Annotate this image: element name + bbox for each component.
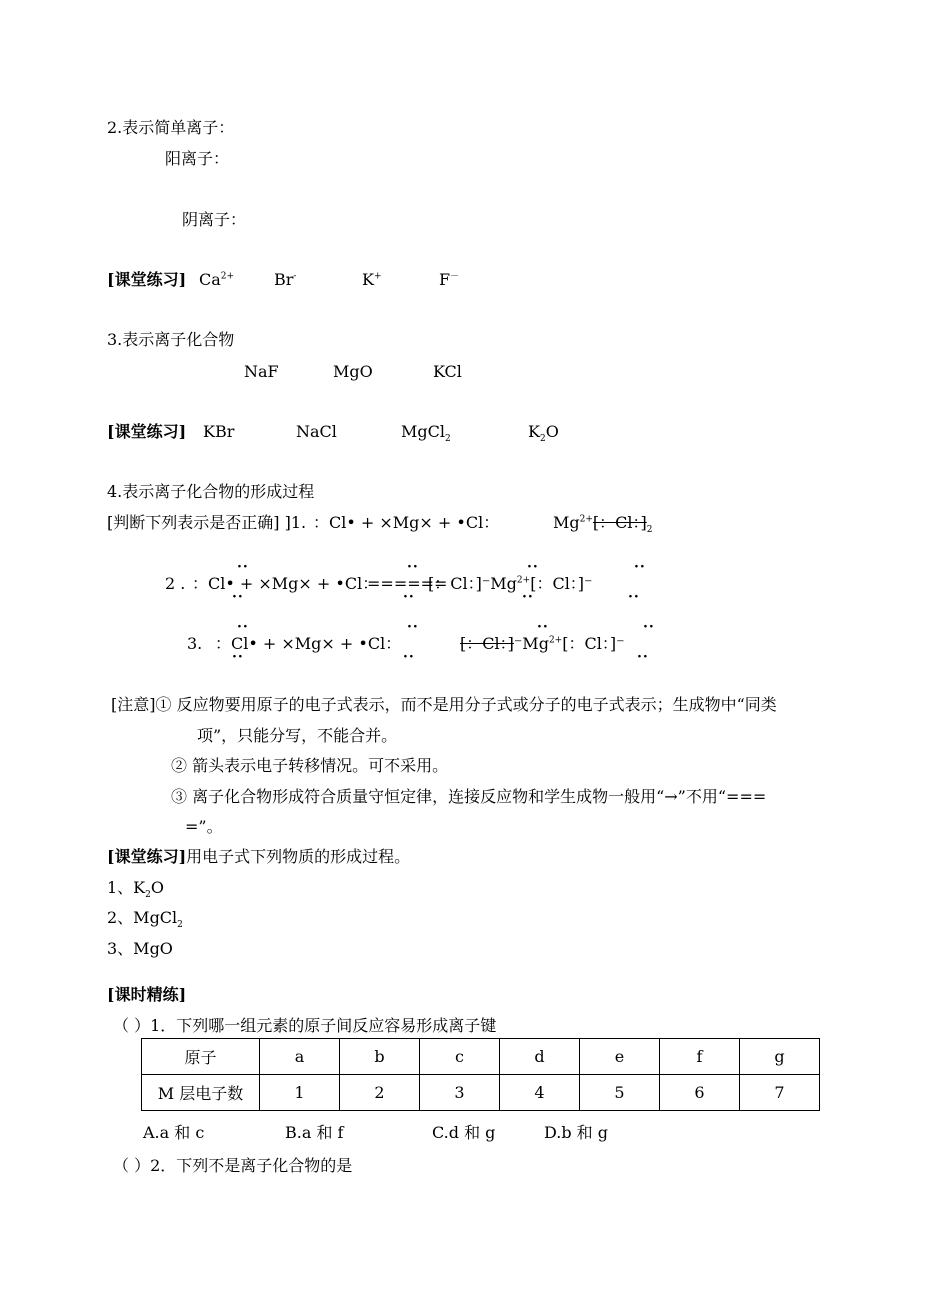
compound-kcl: KCl [433, 362, 462, 381]
electron-dots: ·· [628, 589, 640, 605]
eq3-label: 3. [187, 634, 203, 653]
eq2-label: 2 . [165, 574, 186, 593]
electron-dots: ·· [232, 649, 244, 665]
electron-dots: ·· [232, 589, 244, 605]
electron-dots: ·· [637, 649, 649, 665]
electron-dots: ·· [237, 619, 249, 635]
eq3-lhs: ：Cl• + ×Mg× + •Cl： [215, 634, 402, 653]
eq2-rhs: [：Cl：]$^-Mg^{2+}$[：Cl：]⁻ [428, 574, 593, 593]
practice3: [课堂练习]用电子式下列物质的形成过程。 [107, 847, 411, 866]
table-cell: 6 [660, 1075, 740, 1111]
electron-dots: ·· [537, 619, 549, 635]
practice2-label: [课堂练习] [107, 422, 187, 441]
ion-ca: $Ca^{2+}$ [199, 270, 235, 289]
section4-title: 4.表示离子化合物的形成过程 [107, 482, 315, 501]
table-cell: e [580, 1039, 660, 1075]
eq1-rhs: $Mg^{2+}$[：Cl：]$_2$ [553, 513, 653, 536]
note-1a: [注意]① 反应物要用原子的电子式表示，而不是用分子式或分子的电子式表示；生成物中“同类 [111, 695, 777, 714]
compound-nacl: NaCl [296, 422, 337, 441]
electron-dots: ·· [643, 619, 655, 635]
table-cell: M 层电子数 [142, 1075, 260, 1111]
table-cell: 4 [500, 1075, 580, 1111]
exercise-label: [课时精练] [107, 985, 187, 1004]
anion-label: 阴离子： [182, 210, 247, 229]
judge-label: [判断下列表示是否正确] ]1. [107, 513, 307, 532]
table-cell: 原子 [142, 1039, 260, 1075]
eq2-arrow: ====== [367, 574, 448, 593]
electron-dots: ·· [403, 649, 415, 665]
practice3-item-1: 1、$K_2O$ [107, 878, 164, 901]
table-row [142, 1075, 820, 1111]
electron-dots: ·· [237, 559, 249, 575]
eq2-lhs: ：Cl• + ×Mg× + •Cl： [192, 574, 379, 593]
table-cell: c [420, 1039, 500, 1075]
eq3-rhs: [：Cl：]$^-Mg^{2+}$[：Cl：]⁻ [460, 634, 625, 653]
compound-naf: NaF [244, 362, 279, 381]
compound-k2o: $K_2O$ [528, 422, 559, 445]
compound-kbr: KBr [203, 422, 235, 441]
ion-k: K+ [362, 270, 382, 289]
table-cell: 3 [420, 1075, 500, 1111]
table-cell: b [340, 1039, 420, 1075]
electron-dots: ·· [407, 559, 419, 575]
question-2: （ ）2．下列不是离子化合物的是 [113, 1156, 353, 1175]
practice3-item-2: 2、MgCl$_2$ [107, 908, 183, 931]
note-1b: 项”，只能分写，不能合并。 [197, 726, 398, 745]
practice1-label: [课堂练习] [107, 270, 187, 289]
option-d: D.b 和 g [544, 1123, 609, 1142]
practice3-item-3: 3、MgO [107, 939, 173, 958]
section2-title: 2.表示简单离子： [107, 118, 235, 137]
note-2: ② 箭头表示电子转移情况。可不采用。 [171, 756, 449, 775]
compound-mgcl2: MgCl$_2$ [401, 422, 451, 445]
question-1: （ ）1．下列哪一组元素的原子间反应容易形成离子键 [113, 1016, 497, 1035]
option-c: C.d 和 g [432, 1123, 496, 1142]
table-cell: a [260, 1039, 340, 1075]
ion-br: Br- [274, 270, 297, 289]
table-cell: g [740, 1039, 820, 1075]
table-cell: d [500, 1039, 580, 1075]
electron-dots: ·· [403, 589, 415, 605]
ion-f: F－ [439, 270, 460, 289]
electron-table [141, 1038, 820, 1111]
compound-mgo: MgO [333, 362, 373, 381]
note-3b: =”。 [185, 817, 223, 836]
table-cell: 1 [260, 1075, 340, 1111]
table-cell: 2 [340, 1075, 420, 1111]
electron-dots: ·· [634, 559, 646, 575]
option-b: B.a 和 f [285, 1123, 344, 1142]
table-cell: 5 [580, 1075, 660, 1111]
electron-dots: ·· [522, 589, 534, 605]
eq1-lhs: ：Cl• + ×Mg× + •Cl： [313, 513, 500, 532]
option-a: A.a 和 c [143, 1123, 205, 1142]
table-cell: 7 [740, 1075, 820, 1111]
cation-label: 阳离子： [165, 149, 230, 168]
table-row [142, 1039, 820, 1075]
table-cell: f [660, 1039, 740, 1075]
section3-title: 3.表示离子化合物 [107, 330, 235, 349]
electron-dots: ·· [527, 559, 539, 575]
note-3a: ③ 离子化合物形成符合质量守恒定律，连接反应物和学生成物一般用“→”不用“=== [171, 787, 767, 806]
electron-dots: ·· [407, 619, 419, 635]
